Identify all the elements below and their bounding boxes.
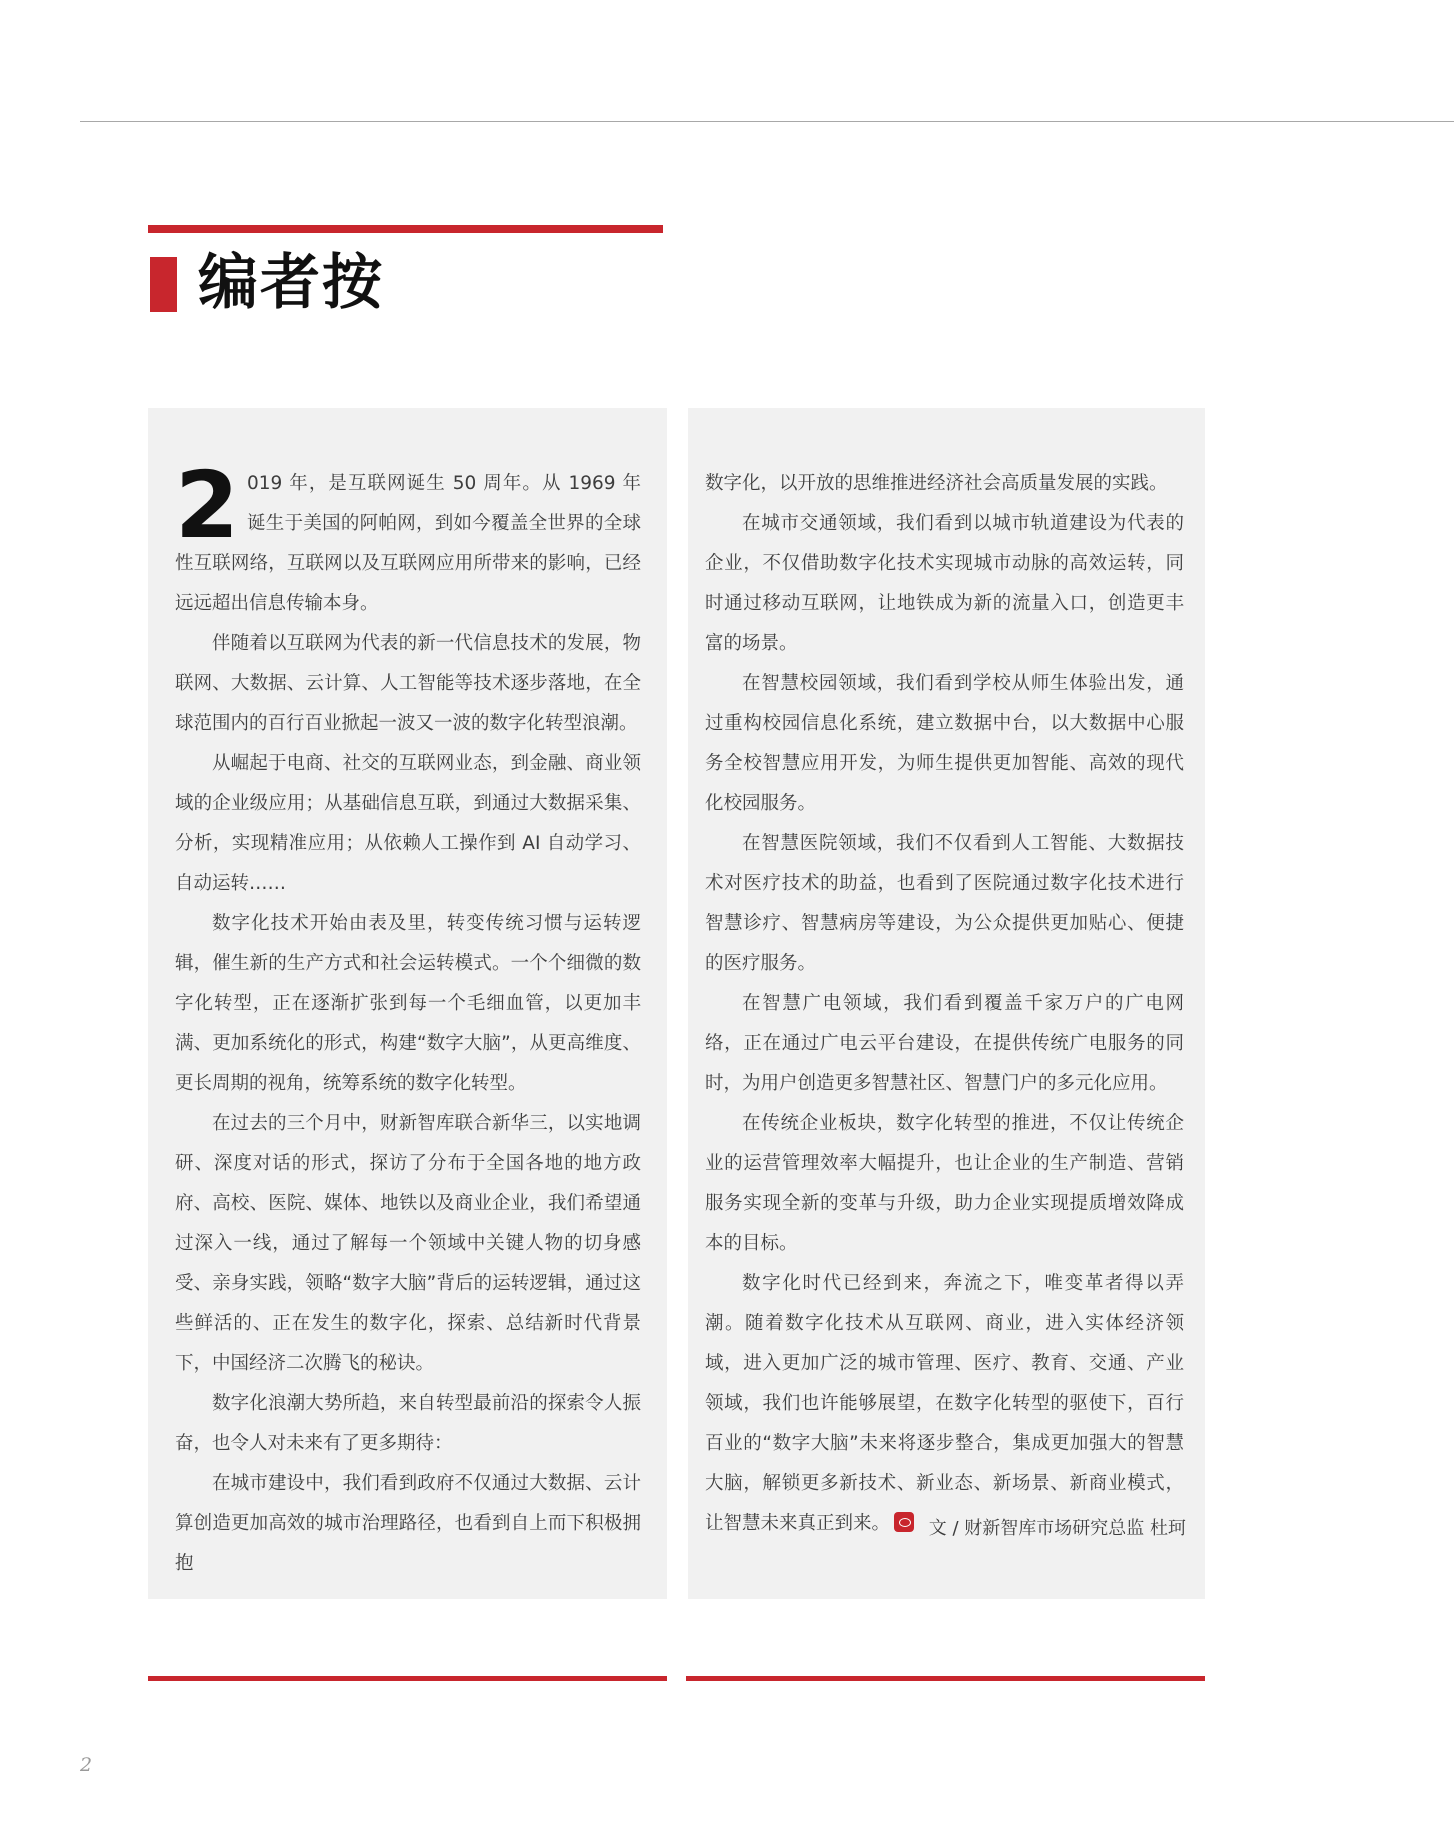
- paragraph: 在智慧广电领域，我们看到覆盖千家万户的广电网络，正在通过广电云平台建设，在提供传统广电服务的同时，为用户创造更多智慧社区、智慧门户的多元化应用。: [705, 993, 1184, 1094]
- paragraph: [175, 452, 641, 624]
- paragraph: 在过去的三个月中，财新智库联合新华三，以实地调研、深度对话的形式，探访了分布于全国各地的地方政府、高校、医院、媒体、地铁以及商业企业，我们希望通过深入一线，通过了解每一个领域中关键人物的切身感受、亲身实践，领略“数字大脑”背后的运转逻辑，通过这些鲜活的、正在发生的数字化，探索、总结新时代背景下，中国经济二次腾飞的秘诀。: [175, 1113, 641, 1374]
- paragraph: 在智慧医院领域，我们不仅看到人工智能、大数据技术对医疗技术的助益，也看到了医院通过数字化技术进行智慧诊疗、智慧病房等建设，为公众提供更加贴心、便捷的医疗服务。: [705, 833, 1184, 974]
- paragraph: 伴随着以互联网为代表的新一代信息技术的发展，物联网、大数据、云计算、人工智能等技术逐步落地，在全球范围内的百行百业掀起一波又一波的数字化转型浪潮。: [175, 633, 641, 734]
- paragraph: 数字化技术开始由表及里，转变传统习惯与运转逻辑，催生新的生产方式和社会运转模式。一个个细微的数字化转型，正在逐渐扩张到每一个毛细血管，以更加丰满、更加系统化的形式，构建“数字大脑”，从更高维度、更长周期的视角，统筹系统的数字化转型。: [175, 913, 641, 1094]
- paragraph-text: 数字化时代已经到来，奔流之下，唯变革者得以弄潮。随着数字化技术从互联网、商业，进入实体经济领域，进入更加广泛的城市管理、医疗、教育、交通、产业领域，我们也许能够展望，在数字化转型的驱使下，百行百业的“数字大脑”未来将逐步整合，集成更加强大的智慧大脑，解锁更多新技术、新业态、新场景、新商业模式，让智慧未来真正到来。: [705, 1273, 1184, 1534]
- paragraph: 从崛起于电商、社交的互联网业态，到金融、商业领域的企业级应用；从基础信息互联，到通过大数据采集、分析，实现精准应用；从依赖人工操作到 AI 自动学习、自动运转……: [175, 753, 641, 894]
- paragraph: 数字化浪潮大势所趋，来自转型最前沿的探索令人振奋，也令人对未来有了更多期待：: [175, 1393, 641, 1454]
- paragraph: 在城市交通领域，我们看到以城市轨道建设为代表的企业，不仅借助数字化技术实现城市动脉的高效运转，同时通过移动互联网，让地铁成为新的流量入口，创造更丰富的场景。: [705, 513, 1184, 654]
- paragraph: 在智慧校园领域，我们看到学校从师生体验出发，通过重构校园信息化系统，建立数据中台，以大数据中心服务全校智慧应用开发，为师生提供更加智能、高效的现代化校园服务。: [705, 673, 1184, 814]
- author-byline: 文 / 财新智库市场研究总监 杜珂: [928, 1518, 1186, 1539]
- left-column-text: [175, 452, 641, 1584]
- title-marker-block: [150, 257, 177, 312]
- top-divider: [80, 121, 1454, 122]
- bottom-accent-bar-left: [148, 1676, 667, 1681]
- title-accent-bar: [148, 225, 663, 233]
- drop-cap: 2: [175, 452, 240, 559]
- paragraph: 在城市建设中，我们看到政府不仅通过大数据、云计算创造更加高效的城市治理路径，也看到自上而下积极拥抱: [175, 1473, 641, 1574]
- paragraph-text: 019 年，是互联网诞生 50 周年。从 1969 年诞生于美国的阿帕网，到如今覆盖全世界的全球性互联网络，互联网以及互联网应用所带来的影响，已经远远超出信息传输本身。: [175, 473, 641, 614]
- page-title: 编者按: [198, 248, 384, 318]
- paragraph: [705, 1264, 1184, 1544]
- end-mark-icon: [894, 1512, 914, 1532]
- bottom-accent-bar-right: [686, 1676, 1205, 1681]
- right-column-text: [705, 464, 1184, 1544]
- paragraph: 在传统企业板块，数字化转型的推进，不仅让传统企业的运营管理效率大幅提升，也让企业的生产制造、营销服务实现全新的变革与升级，助力企业实现提质增效降成本的目标。: [705, 1113, 1184, 1254]
- page-number: 2: [80, 1754, 93, 1776]
- paragraph: 数字化，以开放的思维推进经济社会高质量发展的实践。: [705, 473, 1168, 494]
